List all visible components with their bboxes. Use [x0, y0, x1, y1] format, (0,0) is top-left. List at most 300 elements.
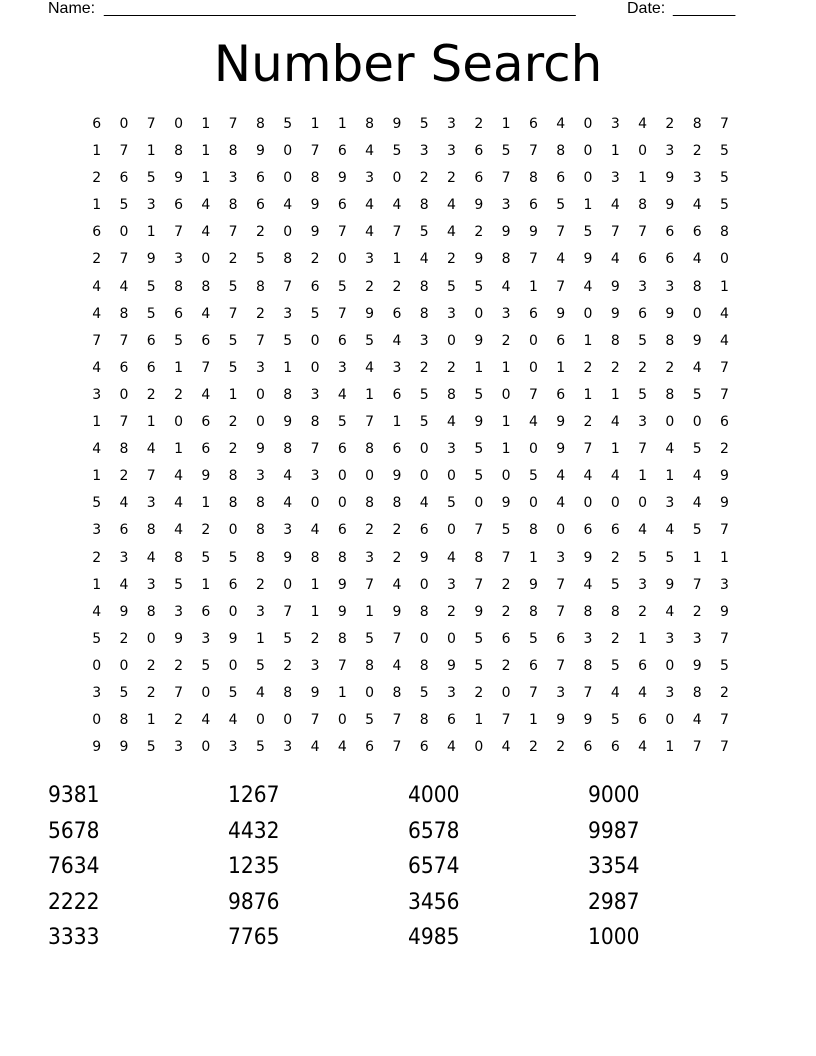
- grid-cell[interactable]: 9: [474, 197, 484, 214]
- grid-cell[interactable]: 4: [337, 386, 347, 403]
- grid-cell[interactable]: 2: [447, 603, 456, 620]
- grid-cell[interactable]: 6: [419, 522, 429, 539]
- grid-cell[interactable]: 5: [119, 684, 129, 701]
- grid-cell[interactable]: 8: [528, 170, 538, 187]
- grid-cell[interactable]: 6: [201, 332, 211, 349]
- grid-cell[interactable]: 8: [201, 278, 211, 295]
- grid-cell[interactable]: 0: [638, 495, 648, 512]
- grid-cell[interactable]: 5: [720, 143, 729, 160]
- grid-cell[interactable]: 2: [174, 712, 183, 729]
- grid-cell[interactable]: 7: [310, 441, 320, 458]
- grid-cell[interactable]: 4: [92, 359, 102, 376]
- grid-cell[interactable]: 4: [283, 495, 293, 512]
- grid-cell[interactable]: 6: [337, 522, 347, 539]
- grid-cell[interactable]: 7: [528, 251, 538, 268]
- grid-cell[interactable]: 3: [419, 332, 429, 349]
- grid-cell[interactable]: 8: [610, 603, 620, 620]
- grid-cell[interactable]: 0: [419, 576, 429, 593]
- grid-cell[interactable]: 9: [720, 495, 729, 512]
- grid-cell[interactable]: 1: [610, 143, 620, 160]
- grid-cell[interactable]: 3: [447, 684, 456, 701]
- grid-cell[interactable]: 3: [365, 170, 375, 187]
- grid-cell[interactable]: 8: [119, 441, 129, 458]
- grid-cell[interactable]: 2: [146, 684, 156, 701]
- grid-cell[interactable]: 8: [146, 603, 156, 620]
- grid-cell[interactable]: 8: [228, 468, 238, 485]
- grid-cell[interactable]: 6: [146, 359, 156, 376]
- grid-cell[interactable]: 7: [528, 386, 538, 403]
- grid-cell[interactable]: 2: [638, 359, 648, 376]
- grid-cell[interactable]: 4: [92, 305, 102, 322]
- grid-cell[interactable]: 9: [720, 603, 729, 620]
- grid-cell[interactable]: 0: [583, 305, 593, 322]
- grid-cell[interactable]: 5: [583, 224, 593, 241]
- grid-cell[interactable]: 1: [501, 359, 511, 376]
- grid-cell[interactable]: 3: [255, 468, 265, 485]
- grid-cell[interactable]: 1: [392, 414, 402, 431]
- grid-cell[interactable]: 7: [119, 332, 129, 349]
- grid-cell[interactable]: 7: [201, 359, 211, 376]
- grid-cell[interactable]: 6: [337, 143, 347, 160]
- grid-cell[interactable]: 9: [255, 143, 265, 160]
- grid-cell[interactable]: 9: [174, 170, 183, 187]
- grid-cell[interactable]: 9: [556, 712, 566, 729]
- grid-cell[interactable]: 9: [337, 576, 347, 593]
- grid-cell[interactable]: 9: [665, 197, 675, 214]
- grid-cell[interactable]: 4: [610, 468, 620, 485]
- grid-cell[interactable]: 3: [283, 739, 293, 756]
- grid-cell[interactable]: 4: [119, 495, 129, 512]
- grid-cell[interactable]: 6: [92, 224, 102, 241]
- grid-cell[interactable]: 8: [365, 657, 375, 674]
- grid-cell[interactable]: 0: [638, 143, 648, 160]
- grid-cell[interactable]: 7: [174, 224, 183, 241]
- grid-cell[interactable]: 5: [365, 630, 375, 647]
- grid-cell[interactable]: 6: [392, 305, 402, 322]
- grid-cell[interactable]: 3: [228, 739, 238, 756]
- grid-cell[interactable]: 3: [447, 441, 456, 458]
- grid-cell[interactable]: 9: [392, 603, 402, 620]
- grid-cell[interactable]: 2: [583, 359, 593, 376]
- grid-cell[interactable]: 1: [638, 170, 648, 187]
- grid-cell[interactable]: 4: [447, 414, 456, 431]
- grid-cell[interactable]: 1: [228, 386, 238, 403]
- grid-cell[interactable]: 0: [92, 712, 102, 729]
- grid-cell[interactable]: 4: [638, 739, 648, 756]
- grid-cell[interactable]: 1: [665, 739, 675, 756]
- grid-cell[interactable]: 7: [119, 414, 129, 431]
- grid-cell[interactable]: 3: [392, 359, 402, 376]
- grid-cell[interactable]: 0: [583, 143, 593, 160]
- grid-cell[interactable]: 0: [310, 359, 320, 376]
- grid-cell[interactable]: 3: [255, 359, 265, 376]
- grid-cell[interactable]: 8: [255, 278, 265, 295]
- grid-cell[interactable]: 7: [92, 332, 102, 349]
- grid-cell[interactable]: 1: [201, 116, 211, 132]
- grid-cell[interactable]: 9: [255, 441, 265, 458]
- grid-cell[interactable]: 0: [337, 495, 347, 512]
- grid-cell[interactable]: 2: [146, 657, 156, 674]
- grid-cell[interactable]: 7: [501, 170, 511, 187]
- grid-cell[interactable]: 7: [310, 143, 320, 160]
- grid-cell[interactable]: 5: [365, 332, 375, 349]
- grid-cell[interactable]: 6: [665, 224, 675, 241]
- grid-cell[interactable]: 9: [556, 305, 566, 322]
- grid-cell[interactable]: 6: [556, 386, 566, 403]
- grid-cell[interactable]: 4: [692, 251, 702, 268]
- grid-cell[interactable]: 3: [228, 170, 238, 187]
- grid-cell[interactable]: 4: [501, 739, 511, 756]
- grid-cell[interactable]: 1: [92, 576, 102, 593]
- grid-cell[interactable]: 9: [556, 441, 566, 458]
- grid-cell[interactable]: 9: [583, 251, 593, 268]
- grid-cell[interactable]: 5: [283, 332, 293, 349]
- grid-cell[interactable]: 5: [528, 468, 538, 485]
- grid-cell[interactable]: 2: [528, 739, 538, 756]
- grid-cell[interactable]: 8: [528, 603, 538, 620]
- grid-cell[interactable]: 0: [228, 657, 238, 674]
- grid-cell[interactable]: 1: [692, 549, 702, 566]
- grid-cell[interactable]: 5: [228, 332, 238, 349]
- grid-cell[interactable]: 4: [174, 522, 183, 539]
- grid-cell[interactable]: 5: [692, 441, 702, 458]
- grid-cell[interactable]: 5: [228, 549, 238, 566]
- grid-cell[interactable]: 1: [337, 684, 347, 701]
- grid-cell[interactable]: 0: [474, 495, 484, 512]
- grid-cell[interactable]: 8: [583, 603, 593, 620]
- grid-cell[interactable]: 7: [692, 576, 702, 593]
- grid-cell[interactable]: 5: [474, 630, 484, 647]
- grid-cell[interactable]: 7: [392, 739, 402, 756]
- grid-cell[interactable]: 0: [501, 386, 511, 403]
- grid-cell[interactable]: 2: [119, 630, 129, 647]
- grid-cell[interactable]: 9: [474, 251, 484, 268]
- grid-cell[interactable]: 3: [310, 657, 320, 674]
- grid-cell[interactable]: 7: [283, 603, 293, 620]
- grid-cell[interactable]: 4: [174, 495, 183, 512]
- grid-cell[interactable]: 2: [720, 684, 729, 701]
- grid-cell[interactable]: 4: [528, 414, 538, 431]
- grid-cell[interactable]: 5: [528, 630, 538, 647]
- grid-cell[interactable]: 9: [365, 305, 375, 322]
- grid-cell[interactable]: 0: [665, 712, 675, 729]
- grid-cell[interactable]: 0: [692, 305, 702, 322]
- grid-cell[interactable]: 7: [310, 712, 320, 729]
- grid-cell[interactable]: 0: [283, 170, 293, 187]
- grid-cell[interactable]: 5: [119, 197, 129, 214]
- grid-cell[interactable]: 2: [174, 657, 183, 674]
- grid-cell[interactable]: 4: [447, 224, 456, 241]
- grid-cell[interactable]: 7: [556, 278, 566, 295]
- grid-cell[interactable]: 7: [720, 522, 729, 539]
- grid-cell[interactable]: 8: [146, 522, 156, 539]
- grid-cell[interactable]: 8: [255, 495, 265, 512]
- grid-cell[interactable]: 4: [201, 712, 211, 729]
- grid-cell[interactable]: 0: [392, 170, 402, 187]
- grid-cell[interactable]: 4: [392, 657, 402, 674]
- grid-cell[interactable]: 6: [255, 197, 265, 214]
- grid-cell[interactable]: 4: [692, 359, 702, 376]
- grid-cell[interactable]: 8: [419, 197, 429, 214]
- grid-cell[interactable]: 9: [119, 603, 129, 620]
- grid-cell[interactable]: 3: [556, 684, 566, 701]
- grid-cell[interactable]: 0: [337, 712, 347, 729]
- grid-cell[interactable]: 7: [528, 143, 538, 160]
- grid-cell[interactable]: 6: [556, 170, 566, 187]
- grid-cell[interactable]: 0: [119, 224, 129, 241]
- grid-cell[interactable]: 0: [610, 495, 620, 512]
- grid-cell[interactable]: 7: [720, 116, 729, 132]
- grid-cell[interactable]: 3: [92, 386, 102, 403]
- grid-cell[interactable]: 6: [337, 197, 347, 214]
- grid-cell[interactable]: 8: [337, 549, 347, 566]
- grid-cell[interactable]: 1: [474, 359, 484, 376]
- grid-cell[interactable]: 9: [610, 278, 620, 295]
- grid-cell[interactable]: 8: [419, 278, 429, 295]
- grid-cell[interactable]: 6: [119, 359, 129, 376]
- grid-cell[interactable]: 4: [447, 739, 456, 756]
- grid-cell[interactable]: 5: [255, 739, 265, 756]
- grid-cell[interactable]: 8: [501, 251, 511, 268]
- grid-cell[interactable]: 4: [720, 332, 729, 349]
- grid-cell[interactable]: 5: [310, 305, 320, 322]
- grid-cell[interactable]: 6: [365, 739, 375, 756]
- grid-cell[interactable]: 7: [556, 603, 566, 620]
- grid-cell[interactable]: 1: [501, 441, 511, 458]
- grid-cell[interactable]: 7: [174, 684, 183, 701]
- grid-cell[interactable]: 2: [255, 224, 265, 241]
- grid-cell[interactable]: 9: [665, 305, 675, 322]
- grid-cell[interactable]: 4: [365, 143, 375, 160]
- grid-cell[interactable]: 8: [283, 441, 293, 458]
- grid-cell[interactable]: 4: [337, 739, 347, 756]
- grid-cell[interactable]: 7: [556, 224, 566, 241]
- grid-cell[interactable]: 4: [583, 576, 593, 593]
- grid-cell[interactable]: 0: [201, 251, 211, 268]
- grid-cell[interactable]: 7: [474, 576, 484, 593]
- grid-cell[interactable]: 9: [583, 712, 593, 729]
- grid-cell[interactable]: 9: [474, 332, 484, 349]
- grid-cell[interactable]: 6: [174, 197, 183, 214]
- grid-cell[interactable]: 9: [310, 224, 320, 241]
- grid-cell[interactable]: 9: [337, 170, 347, 187]
- grid-cell[interactable]: 5: [638, 332, 648, 349]
- grid-cell[interactable]: 0: [255, 386, 265, 403]
- grid-cell[interactable]: 0: [92, 657, 102, 674]
- grid-cell[interactable]: 9: [447, 657, 456, 674]
- grid-cell[interactable]: 1: [201, 576, 211, 593]
- grid-cell[interactable]: 9: [392, 468, 402, 485]
- grid-cell[interactable]: 4: [283, 468, 293, 485]
- grid-cell[interactable]: 3: [447, 576, 456, 593]
- grid-cell[interactable]: 3: [365, 549, 375, 566]
- grid-cell[interactable]: 7: [720, 739, 729, 756]
- date-line[interactable]: _______: [673, 0, 736, 17]
- grid-cell[interactable]: 8: [692, 116, 702, 132]
- grid-cell[interactable]: 1: [174, 359, 183, 376]
- grid-cell[interactable]: 8: [174, 549, 183, 566]
- grid-cell[interactable]: 5: [419, 386, 429, 403]
- grid-cell[interactable]: 8: [365, 495, 375, 512]
- grid-cell[interactable]: 6: [119, 522, 129, 539]
- grid-cell[interactable]: 2: [92, 170, 102, 187]
- grid-cell[interactable]: 5: [255, 251, 265, 268]
- grid-cell[interactable]: 6: [201, 441, 211, 458]
- grid-cell[interactable]: 4: [392, 332, 402, 349]
- grid-cell[interactable]: 0: [119, 386, 129, 403]
- grid-cell[interactable]: 5: [447, 495, 456, 512]
- grid-cell[interactable]: 2: [392, 278, 402, 295]
- grid-cell[interactable]: 5: [201, 549, 211, 566]
- grid-cell[interactable]: 6: [638, 657, 648, 674]
- grid-cell[interactable]: 1: [665, 468, 675, 485]
- grid-cell[interactable]: 6: [528, 305, 538, 322]
- grid-cell[interactable]: 6: [583, 739, 593, 756]
- grid-cell[interactable]: 6: [392, 386, 402, 403]
- grid-cell[interactable]: 3: [720, 576, 729, 593]
- grid-cell[interactable]: 2: [583, 414, 593, 431]
- grid-cell[interactable]: 0: [255, 414, 265, 431]
- grid-cell[interactable]: 3: [337, 359, 347, 376]
- grid-cell[interactable]: 3: [610, 116, 620, 132]
- grid-cell[interactable]: 1: [92, 468, 102, 485]
- grid-cell[interactable]: 4: [392, 576, 402, 593]
- grid-cell[interactable]: 3: [419, 143, 429, 160]
- grid-cell[interactable]: 0: [474, 305, 484, 322]
- name-line[interactable]: _____________________________________________________: [104, 0, 576, 17]
- grid-cell[interactable]: 9: [528, 576, 538, 593]
- grid-cell[interactable]: 4: [665, 441, 675, 458]
- grid-cell[interactable]: 1: [720, 278, 729, 295]
- grid-cell[interactable]: 8: [228, 495, 238, 512]
- grid-cell[interactable]: 4: [583, 468, 593, 485]
- grid-cell[interactable]: 5: [665, 549, 675, 566]
- grid-cell[interactable]: 7: [392, 224, 402, 241]
- grid-cell[interactable]: 8: [692, 684, 702, 701]
- grid-cell[interactable]: 4: [146, 441, 156, 458]
- grid-cell[interactable]: 0: [556, 522, 566, 539]
- grid-cell[interactable]: 4: [119, 278, 129, 295]
- grid-cell[interactable]: 6: [665, 251, 675, 268]
- grid-cell[interactable]: 9: [119, 739, 129, 756]
- grid-cell[interactable]: 5: [146, 739, 156, 756]
- grid-cell[interactable]: 3: [146, 576, 156, 593]
- grid-cell[interactable]: 0: [310, 495, 320, 512]
- grid-cell[interactable]: 7: [228, 116, 238, 132]
- grid-cell[interactable]: 4: [638, 116, 648, 132]
- grid-cell[interactable]: 4: [365, 197, 375, 214]
- grid-cell[interactable]: 9: [228, 630, 238, 647]
- grid-cell[interactable]: 5: [556, 197, 566, 214]
- grid-cell[interactable]: 0: [583, 495, 593, 512]
- grid-cell[interactable]: 2: [92, 251, 102, 268]
- grid-cell[interactable]: 2: [474, 224, 484, 241]
- grid-cell[interactable]: 0: [720, 251, 729, 268]
- grid-cell[interactable]: 5: [474, 386, 484, 403]
- grid-cell[interactable]: 3: [583, 630, 593, 647]
- grid-cell[interactable]: 2: [146, 386, 156, 403]
- grid-cell[interactable]: 2: [556, 739, 566, 756]
- grid-cell[interactable]: 7: [720, 630, 729, 647]
- grid-cell[interactable]: 0: [283, 224, 293, 241]
- grid-cell[interactable]: 4: [146, 549, 156, 566]
- grid-cell[interactable]: 2: [92, 549, 102, 566]
- grid-cell[interactable]: 6: [528, 657, 538, 674]
- grid-cell[interactable]: 4: [638, 522, 648, 539]
- grid-cell[interactable]: 9: [92, 739, 102, 756]
- grid-cell[interactable]: 8: [419, 657, 429, 674]
- grid-cell[interactable]: 5: [474, 468, 484, 485]
- grid-cell[interactable]: 0: [365, 468, 375, 485]
- grid-cell[interactable]: 6: [447, 712, 456, 729]
- grid-cell[interactable]: 7: [365, 414, 375, 431]
- grid-cell[interactable]: 3: [447, 143, 456, 160]
- grid-cell[interactable]: 1: [583, 386, 593, 403]
- grid-cell[interactable]: 3: [146, 197, 156, 214]
- grid-cell[interactable]: 4: [419, 495, 429, 512]
- grid-cell[interactable]: 4: [692, 495, 702, 512]
- grid-cell[interactable]: 5: [474, 278, 484, 295]
- grid-cell[interactable]: 7: [119, 251, 129, 268]
- grid-cell[interactable]: 8: [583, 657, 593, 674]
- grid-cell[interactable]: 2: [392, 549, 402, 566]
- grid-cell[interactable]: 2: [228, 441, 238, 458]
- grid-cell[interactable]: 4: [610, 684, 620, 701]
- grid-cell[interactable]: 4: [365, 224, 375, 241]
- grid-cell[interactable]: 2: [665, 116, 675, 132]
- grid-cell[interactable]: 9: [310, 197, 320, 214]
- grid-cell[interactable]: 7: [283, 278, 293, 295]
- grid-cell[interactable]: 3: [610, 170, 620, 187]
- grid-cell[interactable]: 4: [692, 468, 702, 485]
- grid-cell[interactable]: 7: [146, 116, 156, 132]
- grid-cell[interactable]: 3: [665, 143, 675, 160]
- grid-cell[interactable]: 3: [638, 414, 648, 431]
- grid-cell[interactable]: 7: [556, 657, 566, 674]
- grid-cell[interactable]: 2: [692, 603, 702, 620]
- grid-cell[interactable]: 0: [447, 630, 456, 647]
- grid-cell[interactable]: 1: [501, 414, 511, 431]
- grid-cell[interactable]: 6: [528, 197, 538, 214]
- grid-cell[interactable]: 4: [610, 197, 620, 214]
- grid-cell[interactable]: 4: [92, 441, 102, 458]
- grid-cell[interactable]: 2: [474, 116, 484, 132]
- grid-cell[interactable]: 0: [528, 441, 538, 458]
- grid-cell[interactable]: 9: [310, 684, 320, 701]
- grid-cell[interactable]: 4: [255, 684, 265, 701]
- grid-cell[interactable]: 4: [447, 549, 456, 566]
- grid-cell[interactable]: 8: [255, 116, 265, 132]
- grid-cell[interactable]: 9: [174, 630, 183, 647]
- grid-cell[interactable]: 5: [610, 576, 620, 593]
- grid-cell[interactable]: 8: [419, 712, 429, 729]
- grid-cell[interactable]: 9: [556, 414, 566, 431]
- grid-cell[interactable]: 2: [610, 359, 620, 376]
- grid-cell[interactable]: 0: [201, 684, 211, 701]
- grid-cell[interactable]: 8: [119, 712, 129, 729]
- grid-cell[interactable]: 0: [692, 414, 702, 431]
- grid-cell[interactable]: 2: [638, 603, 648, 620]
- grid-cell[interactable]: 8: [665, 332, 675, 349]
- grid-cell[interactable]: 3: [638, 576, 648, 593]
- grid-cell[interactable]: 5: [419, 224, 429, 241]
- grid-cell[interactable]: 9: [692, 332, 702, 349]
- grid-cell[interactable]: 0: [474, 739, 484, 756]
- grid-cell[interactable]: 9: [474, 414, 484, 431]
- grid-cell[interactable]: 2: [501, 332, 511, 349]
- grid-cell[interactable]: 2: [501, 576, 511, 593]
- grid-cell[interactable]: 5: [337, 414, 347, 431]
